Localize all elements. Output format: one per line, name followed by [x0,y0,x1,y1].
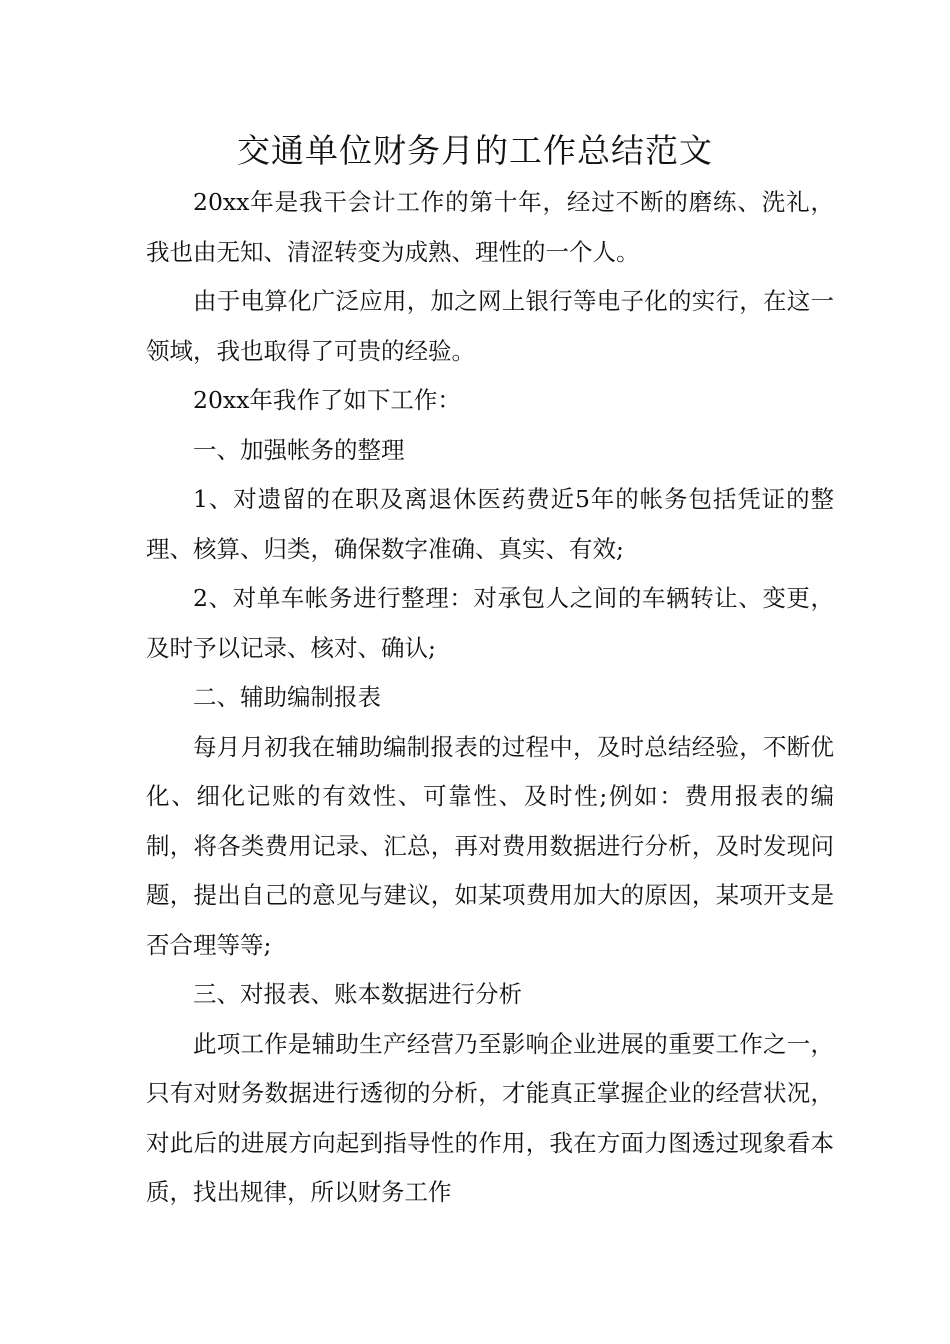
paragraph: 由于电算化广泛应用，加之网上银行等电子化的实行，在这一领域，我也取得了可贵的经验。 [146,287,834,365]
section-heading: 二、辅助编制报表 [193,683,381,711]
paragraph: 每月月初我在辅助编制报表的过程中，及时总结经验，不断优化、细化记账的有效性、可靠性、及时性;例如：费用报表的编制，将各类费用记录、汇总，再对费用数据进行分析，及时发现问题，提出自己的意见与建议，如某项费用加大的原因，某项开支是否合理等等; [146,732,834,959]
paragraph: 2、对单车帐务进行整理：对承包人之间的车辆转让、变更，及时予以记录、核对、确认; [146,584,834,662]
document-title: 交通单位财务月的工作总结范文 [237,131,713,170]
paragraph: 20xx年是我干会计工作的第十年，经过不断的磨练、洗礼，我也由无知、清涩转变为成熟、理性的一个人。 [146,188,834,266]
paragraph: 20xx年我作了如下工作： [193,386,461,414]
paragraph: 此项工作是辅助生产经营乃至影响企业进展的重要工作之一，只有对财务数据进行透彻的分析，才能真正掌握企业的经营状况，对此后的进展方向起到指导性的作用，我在方面力图透过现象看本质，找出规律，所以财务工作 [146,1029,834,1206]
document-body [146,178,834,1218]
section-heading: 一、加强帐务的整理 [193,435,405,464]
section-heading: 三、对报表、账本数据进行分析 [193,980,522,1008]
paragraph: 1、对遗留的在职及离退休医药费近5年的帐务包括凭证的整理、核算、归类，确保数字准确、真实、有效; [146,485,834,563]
